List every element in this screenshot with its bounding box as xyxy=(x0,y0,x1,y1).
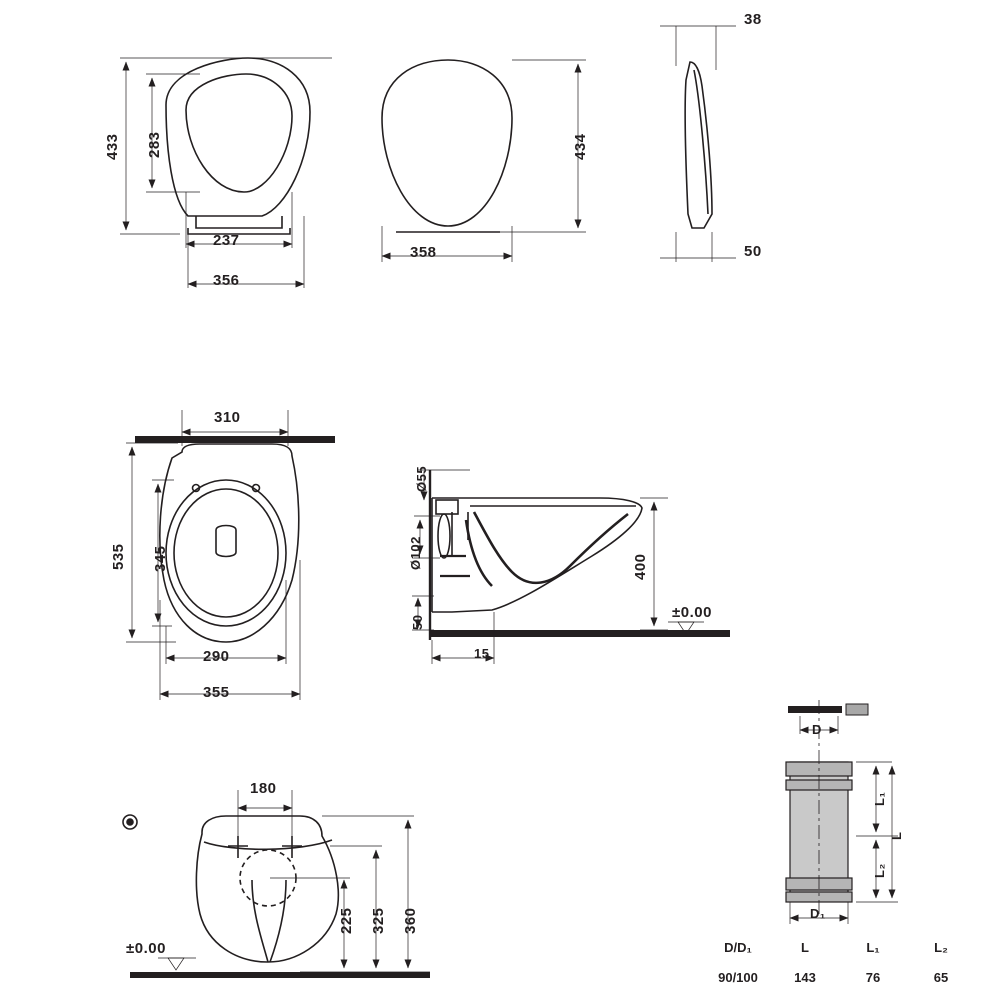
dim-pan-depth-overall: 535 xyxy=(110,543,127,570)
lid-top-view xyxy=(382,60,512,232)
seat-top-view xyxy=(166,58,310,234)
label-floor-level-side: ±0.00 xyxy=(672,604,712,621)
dim-pan-outlet: Ø102 xyxy=(408,536,423,570)
dim-pan-flush-inlet: Ø55 xyxy=(414,465,429,492)
label-connector-l2: L₂ xyxy=(872,863,887,878)
dim-pan-width-overall: 355 xyxy=(203,684,230,701)
dim-lid-height-overall: 434 xyxy=(572,133,589,160)
table-cell-0-2: 76 xyxy=(865,970,881,985)
label-connector-d1: D₁ xyxy=(810,906,826,921)
label-connector-l: L xyxy=(889,831,904,840)
dim-pan-width-bowl: 290 xyxy=(203,648,230,665)
seat-side-view xyxy=(685,62,712,228)
dim-pan-height-from-floor: 400 xyxy=(632,553,649,580)
table-cell-0-1: 143 xyxy=(794,970,816,985)
dim-pan-depth-bowl: 345 xyxy=(152,545,169,572)
label-floor-level-front: ±0.00 xyxy=(126,940,166,957)
dim-pan-wall-offset: 15 xyxy=(474,646,490,661)
label-connector-d: D xyxy=(812,722,822,737)
connector-drawing xyxy=(786,700,898,924)
dim-pan-outlet-height: 50 xyxy=(410,614,425,630)
table-cell-0-3: 65 xyxy=(933,970,949,985)
table-header-2: L₁ xyxy=(866,940,880,955)
dim-seat-thickness-bottom: 50 xyxy=(744,243,762,260)
dim-seat-thickness-top: 38 xyxy=(744,11,762,28)
pan-front-dimension-lines xyxy=(158,790,430,972)
pan-front-view xyxy=(123,815,430,978)
table-cell-0-0: 90/100 xyxy=(718,970,758,985)
dim-front-height-rim: 325 xyxy=(370,907,387,934)
table-header-0: D/D₁ xyxy=(724,940,752,955)
seat-top-dimension-lines xyxy=(120,58,332,288)
dim-seat-height-overall: 433 xyxy=(104,133,121,160)
dim-front-height-bowl: 225 xyxy=(338,907,355,934)
dim-pan-width-top: 310 xyxy=(214,409,241,426)
dim-front-height-overall: 360 xyxy=(402,907,419,934)
dim-front-fixing-centres: 180 xyxy=(250,780,277,797)
dim-seat-height-inner: 283 xyxy=(146,131,163,158)
dim-seat-width-inner: 237 xyxy=(213,232,240,249)
dim-lid-width-overall: 358 xyxy=(410,244,437,261)
table-header-3: L₂ xyxy=(934,940,948,955)
dim-seat-width-overall: 356 xyxy=(213,272,240,289)
label-connector-l1: L₁ xyxy=(872,791,887,806)
pan-top-view xyxy=(135,436,335,642)
seat-side-dimension-lines xyxy=(660,26,736,262)
table-header-1: L xyxy=(801,940,809,955)
